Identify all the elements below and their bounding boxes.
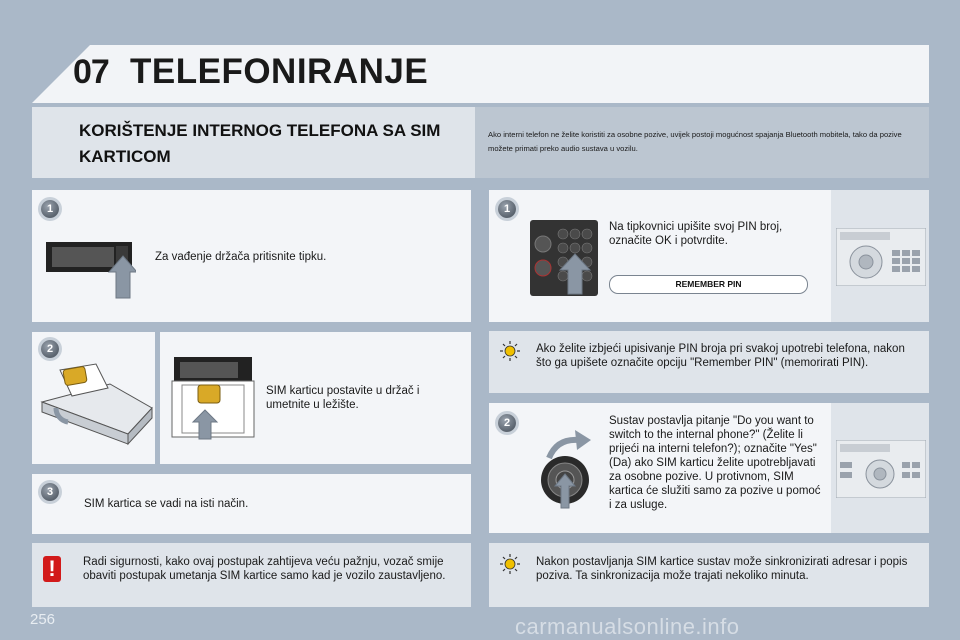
step2-left-text: SIM karticu postavite u držač i umetnite u ležište. bbox=[266, 385, 420, 411]
console-keypad-icon bbox=[836, 228, 926, 286]
step-number-badge: 1 bbox=[41, 200, 59, 218]
page-number: 256 bbox=[30, 611, 56, 628]
tip-sun-icon bbox=[499, 340, 521, 362]
step-number-badge: 2 bbox=[498, 414, 516, 432]
tip1-text: Ako želite izbjeći upisivanje PIN broja pri svakoj upotrebi telefona, nakon što ga upišete označite opciju "Remember PIN" (memorirati PIN). bbox=[536, 343, 905, 369]
step-number-badge: 3 bbox=[41, 483, 59, 501]
rotary-dial-icon bbox=[535, 428, 599, 510]
step-number-badge: 1 bbox=[498, 200, 516, 218]
step3-left-text: SIM kartica se vadi na isti način. bbox=[84, 498, 249, 510]
remember-pin-button[interactable]: REMEMBER PIN bbox=[609, 275, 808, 294]
section-note: Ako interni telefon ne želite koristiti za osobne pozive, uvijek postoji mogućnost spajanja Bluetooth mobitela, tako da pozive možete primati preko audio sustava u vozilu. bbox=[488, 130, 902, 153]
step1-left-text: Za vađenje držača pritisnite tipku. bbox=[155, 251, 327, 263]
console-dial-icon bbox=[836, 440, 926, 498]
sim-slot-eject-icon bbox=[44, 238, 136, 300]
step1-right-text: Na tipkovnici upišite svoj PIN broj, označite OK i potvrdite. bbox=[609, 221, 783, 247]
chapter-number: 07 bbox=[73, 53, 109, 91]
warning-icon: ! bbox=[43, 556, 61, 582]
keypad-icon bbox=[530, 220, 598, 296]
sim-tray-illustration-icon bbox=[38, 362, 156, 446]
step2-right-text: Sustav postavlja pitanje "Do you want to switch to the internal phone?" (Želite li prijeći na interni telefon?); označite "Yes" (Da) ako SIM karticu želite upotrebljavati za osobne pozive. U protivnom, SIM kartica će služiti samo za pozive u pomoć i za usluge. bbox=[609, 415, 821, 511]
step-number-badge: 2 bbox=[41, 340, 59, 358]
tip-sun-icon bbox=[499, 553, 521, 575]
page-title: TELEFONIRANJE bbox=[130, 52, 429, 91]
warning-text: Radi sigurnosti, kako ovaj postupak zahtijeva veću pažnju, vozač smije obaviti postupak umetanja SIM kartice samo kad je vozilo zaustavljeno. bbox=[83, 556, 446, 582]
watermark-text: carmanualsonline.info bbox=[515, 614, 740, 639]
tip2-text: Nakon postavljanja SIM kartice sustav može sinkronizirati adresar i popis poziva. Ta sinkronizacija može trajati nekoliko minuta. bbox=[536, 556, 908, 582]
sim-insert-icon bbox=[170, 355, 256, 441]
section-title: KORIŠTENJE INTERNOG TELEFONA SA SIM KARTICOM bbox=[79, 121, 441, 166]
